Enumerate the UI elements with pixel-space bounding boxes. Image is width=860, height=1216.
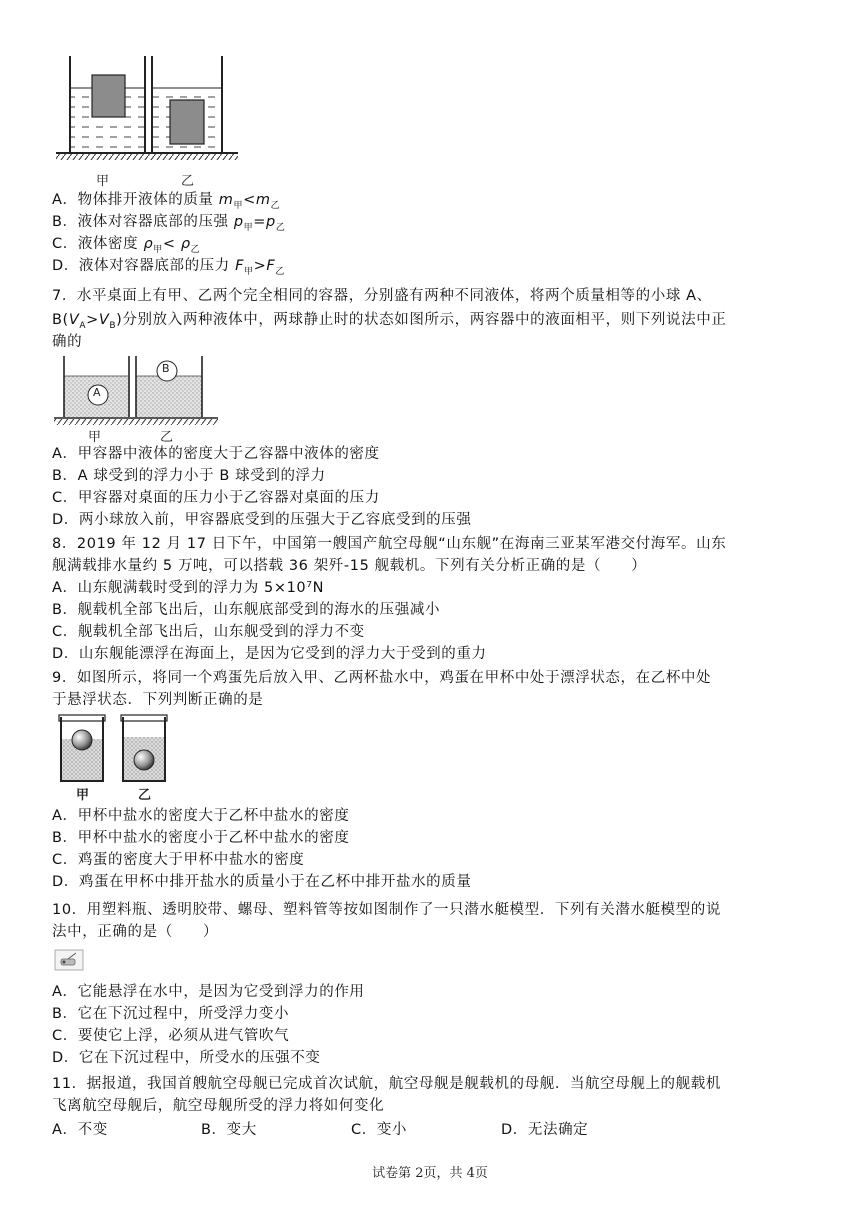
q10-option-c: C．要使它上浮，必须从进气管吹气	[52, 1028, 290, 1044]
q9-stem-line2: 于悬浮状态．下列判断正确的是	[52, 692, 264, 708]
q7-option-b: B．A 球受到的浮力小于 B 球受到的浮力	[52, 468, 326, 484]
q9-option-c: C．鸡蛋的密度大于甲杯中盐水的密度	[52, 852, 305, 868]
q7-ball-a-label: A	[93, 386, 101, 399]
q8-option-c: C．舰载机全部飞出后，山东舰受到的浮力不变	[52, 624, 365, 640]
q7-stem-line1: 7．水平桌面上有甲、乙两个完全相同的容器，分别盛有两种不同液体，将两个质量相等的小球 A、	[52, 288, 712, 304]
q11-option-b: B．变大	[201, 1122, 257, 1138]
q7-ball-b-label: B	[162, 362, 170, 375]
q8-option-b: B．舰载机全部飞出后，山东舰底部受到的海水的压强减小	[52, 602, 441, 618]
q11-option-a: A．不变	[52, 1122, 108, 1138]
q10-option-d: D．它在下沉过程中，所受水的压强不变	[52, 1050, 321, 1066]
q10-stem-line1: 10．用塑料瓶、透明胶带、螺母、塑料管等按如图制作了一只潜水艇模型．下列有关潜水艇模型的说	[52, 902, 721, 918]
figure1-label-yi: 乙	[181, 174, 195, 189]
figure-egg-cups	[55, 713, 173, 785]
page-footer: 试卷第 2页，共 4页	[372, 1166, 488, 1181]
q11-option-d: D．无法确定	[501, 1122, 589, 1138]
q8-option-d: D．山东舰能漂浮在海面上，是因为它受到的浮力大于受到的重力	[52, 646, 487, 662]
q10-option-b: B．它在下沉过程中，所受浮力变小	[52, 1006, 290, 1022]
q7-option-c: C．甲容器对桌面的压力小于乙容器对桌面的压力	[52, 490, 380, 506]
q8-stem-line2: 舰满载排水量约 5 万吨，可以搭载 36 架歼-15 舰载机。下列有关分析正确的是（ ）	[52, 558, 647, 574]
q10-stem-line2: 法中，正确的是（ ）	[52, 924, 219, 940]
figure1-label-jia: 甲	[96, 174, 110, 189]
q7-stem-line3: 确的	[52, 334, 83, 350]
q9-option-a: A．甲杯中盐水的密度大于乙杯中盐水的密度	[52, 808, 350, 824]
q6-option-a: A．物体排开液体的质量 $m_甲<m_乙$	[52, 192, 281, 211]
q9-label-jia: 甲	[76, 788, 90, 803]
q9-label-yi: 乙	[138, 788, 152, 803]
q9-option-d: D．鸡蛋在甲杯中排开盐水的质量小于在乙杯中排开盐水的质量	[52, 874, 472, 890]
q8-option-a: A．山东舰满载时受到的浮力为 5×10⁷N	[52, 580, 325, 596]
q7-label-yi: 乙	[160, 430, 174, 445]
figure-containers-blocks	[52, 52, 242, 164]
q6-option-b: B．液体对容器底部的压强 $p_甲=p_乙$	[52, 214, 286, 233]
q9-option-b: B．甲杯中盐水的密度小于乙杯中盐水的密度	[52, 830, 350, 846]
q7-stem-line2: $B(V_A>V_B)$分别放入两种液体中，两球静止时的状态如图所示，两容器中的液面相平，则下列说法中正	[52, 312, 727, 331]
q7-label-jia: 甲	[88, 430, 102, 445]
q11-stem-line1: 11．据报道，我国首艘航空母舰已完成首次试航，航空母舰是舰载机的母舰．当航空母舰上的舰载机	[52, 1076, 721, 1092]
q10-option-a: A．它能悬浮在水中，是因为它受到浮力的作用	[52, 984, 365, 1000]
q6-option-d: D．液体对容器底部的压力 $F_甲>F_乙$	[52, 258, 285, 277]
q9-stem-line1: 9．如图所示，将同一个鸡蛋先后放入甲、乙两杯盐水中，鸡蛋在甲杯中处于漂浮状态，在乙杯中处	[52, 670, 712, 686]
q11-option-c: C．变小	[351, 1122, 408, 1138]
q7-option-d: D．两小球放入前，甲容器底受到的压强大于乙容底受到的压强	[52, 512, 472, 528]
q7-option-a: A．甲容器中液体的密度大于乙容器中液体的密度	[52, 446, 380, 462]
figure-containers-balls	[52, 352, 222, 430]
figure-submarine-model	[54, 949, 84, 971]
q6-option-c: C．液体密度 $\rho_甲< \rho_乙$	[52, 236, 201, 255]
q11-stem-line2: 飞离航空母舰后，航空母舰所受的浮力将如何变化	[52, 1098, 385, 1114]
q8-stem-line1: 8．2019 年 12 月 17 日下午，中国第一艘国产航空母舰“山东舰”在海南三亚某军港交付海军。山东	[52, 536, 727, 552]
